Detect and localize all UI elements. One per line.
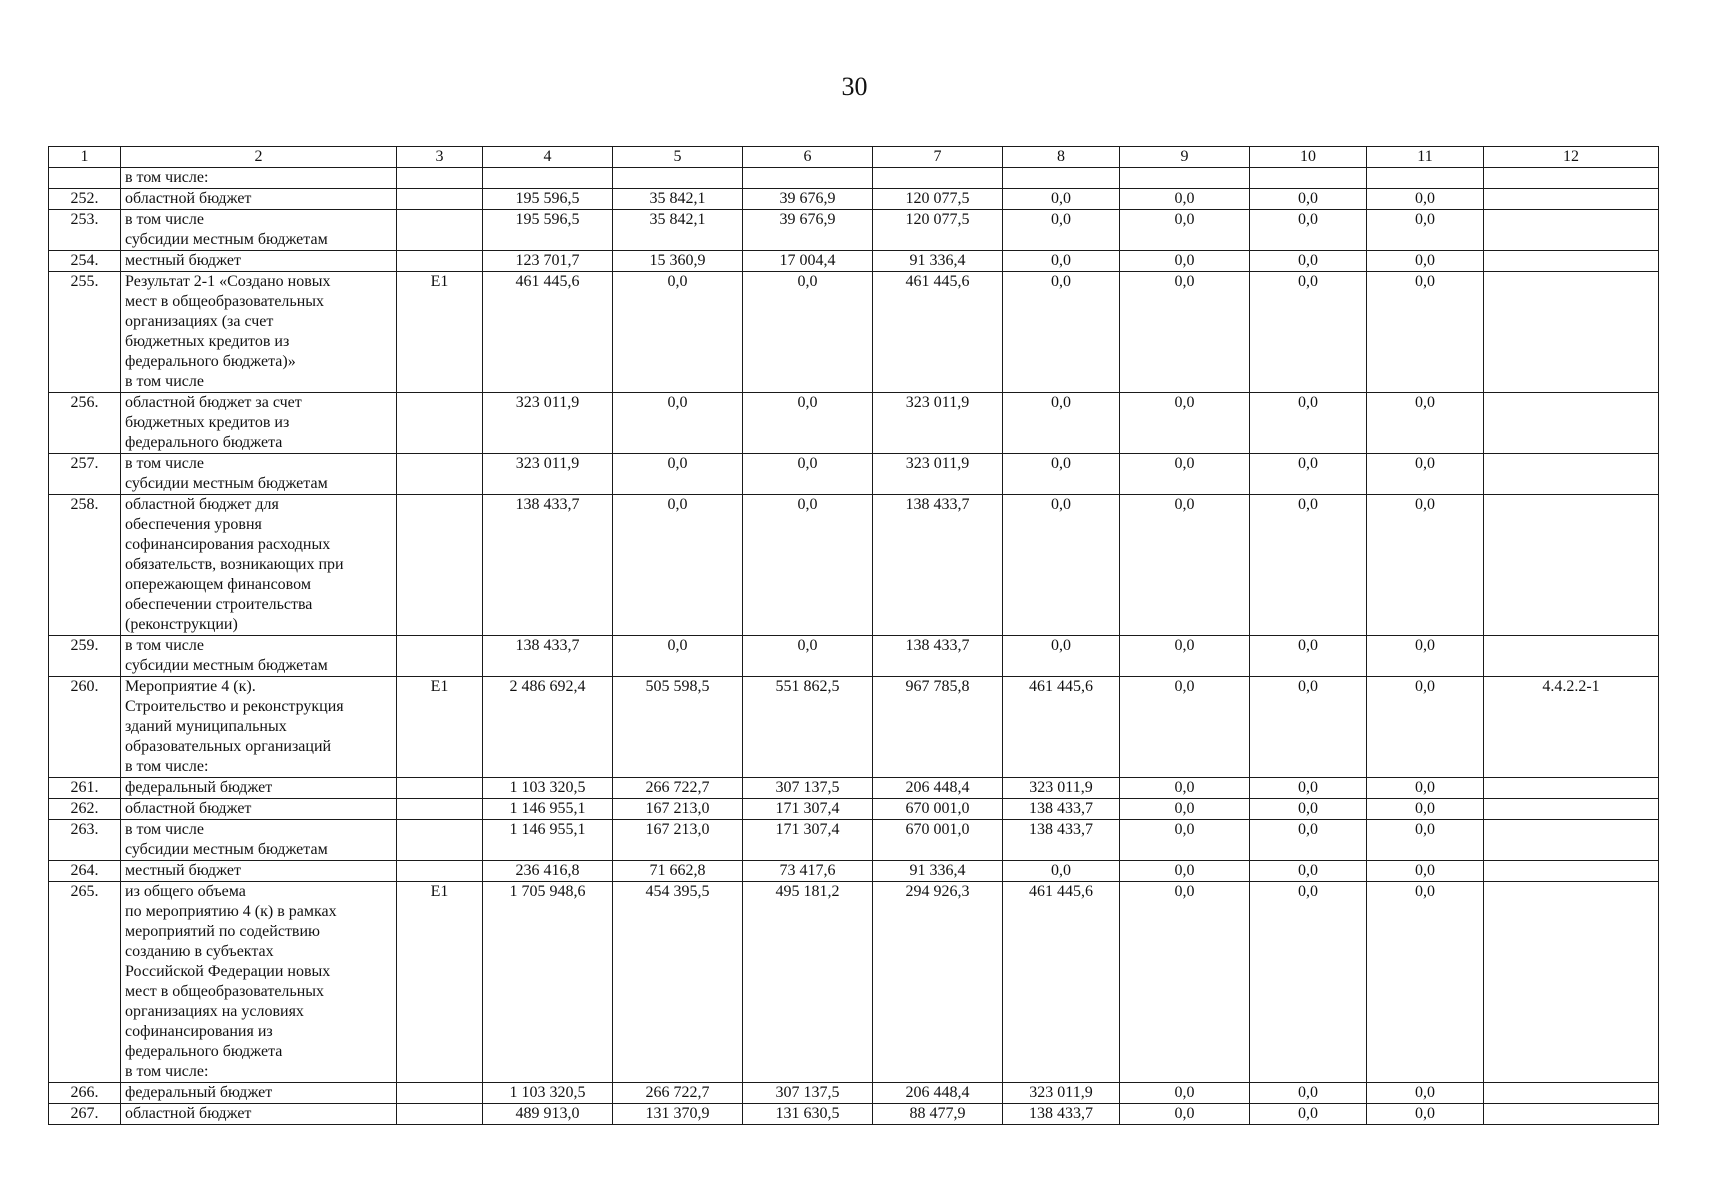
note-cell [1484,778,1659,799]
column-header: 9 [1120,147,1250,168]
table-row [49,799,1659,820]
value-cell: 0,0 [743,393,873,454]
value-cell: 2 486 692,4 [483,677,613,778]
code-cell [397,168,483,189]
value-cell: 0,0 [1120,272,1250,393]
value-cell: 454 395,5 [613,882,743,1083]
row-number-cell: 265. [49,882,121,1083]
value-cell: 505 598,5 [613,677,743,778]
value-cell: 323 011,9 [483,454,613,495]
description-cell: в том числе субсидии местным бюджетам [121,636,397,677]
value-cell: 73 417,6 [743,861,873,882]
budget-table [48,146,1659,1125]
value-cell: 0,0 [1367,820,1484,861]
value-cell: 0,0 [1250,393,1367,454]
value-cell: 0,0 [743,636,873,677]
table-body [49,168,1659,1125]
value-cell: 0,0 [1367,799,1484,820]
value-cell: 167 213,0 [613,799,743,820]
code-cell [397,210,483,251]
note-cell [1484,393,1659,454]
value-cell: 0,0 [1120,820,1250,861]
value-cell: 307 137,5 [743,778,873,799]
row-number-cell: 254. [49,251,121,272]
value-cell: 0,0 [1120,1104,1250,1125]
value-cell: 307 137,5 [743,1083,873,1104]
note-cell [1484,861,1659,882]
value-cell: 0,0 [613,454,743,495]
value-cell: 495 181,2 [743,882,873,1083]
code-cell [397,189,483,210]
note-cell: 4.4.2.2-1 [1484,677,1659,778]
value-cell: 0,0 [1003,210,1120,251]
value-cell: 0,0 [1250,861,1367,882]
value-cell: 0,0 [613,495,743,636]
note-cell [1484,1083,1659,1104]
value-cell: 461 445,6 [483,272,613,393]
value-cell: 138 433,7 [1003,799,1120,820]
table-row [49,251,1659,272]
value-cell: 294 926,3 [873,882,1003,1083]
value-cell: 0,0 [1120,861,1250,882]
value-cell: 0,0 [1120,882,1250,1083]
table-row [49,495,1659,636]
note-cell [1484,168,1659,189]
table-row [49,820,1659,861]
column-header: 10 [1250,147,1367,168]
value-cell: 0,0 [1250,272,1367,393]
value-cell: 0,0 [613,272,743,393]
value-cell: 0,0 [1250,778,1367,799]
value-cell: 0,0 [1367,272,1484,393]
row-number-cell: 252. [49,189,121,210]
value-cell: 0,0 [1367,189,1484,210]
column-header: 3 [397,147,483,168]
value-cell: 0,0 [1250,882,1367,1083]
value-cell: 0,0 [1250,636,1367,677]
header-row [49,147,1659,168]
value-cell: 91 336,4 [873,861,1003,882]
row-number-cell: 257. [49,454,121,495]
value-cell: 0,0 [1367,1104,1484,1125]
value-cell: 0,0 [1003,251,1120,272]
value-cell: 461 445,6 [873,272,1003,393]
value-cell: 670 001,0 [873,799,1003,820]
column-header: 12 [1484,147,1659,168]
table-row [49,168,1659,189]
table-row [49,778,1659,799]
value-cell: 171 307,4 [743,799,873,820]
value-cell: 138 433,7 [1003,820,1120,861]
note-cell [1484,189,1659,210]
value-cell: 0,0 [1003,272,1120,393]
value-cell: 138 433,7 [483,636,613,677]
value-cell: 0,0 [1250,1083,1367,1104]
value-cell [1120,168,1250,189]
value-cell: 0,0 [1367,454,1484,495]
row-number-cell: 267. [49,1104,121,1125]
column-header: 11 [1367,147,1484,168]
description-cell: Результат 2-1 «Создано новых мест в общеобразовательных организациях (за счет бюджетных кредитов из федерального бюджета)» в том числе [121,272,397,393]
value-cell: 0,0 [613,393,743,454]
table-row [49,1104,1659,1125]
code-cell [397,495,483,636]
value-cell: 0,0 [1367,393,1484,454]
column-header: 7 [873,147,1003,168]
code-cell [397,799,483,820]
value-cell: 489 913,0 [483,1104,613,1125]
value-cell: 0,0 [1120,495,1250,636]
value-cell: 323 011,9 [873,454,1003,495]
value-cell: 0,0 [1250,210,1367,251]
note-cell [1484,882,1659,1083]
value-cell: 0,0 [1120,799,1250,820]
value-cell: 0,0 [613,636,743,677]
value-cell: 138 433,7 [1003,1104,1120,1125]
value-cell: 123 701,7 [483,251,613,272]
value-cell: 138 433,7 [873,636,1003,677]
value-cell [483,168,613,189]
code-cell [397,454,483,495]
value-cell: 17 004,4 [743,251,873,272]
description-cell: из общего объема по мероприятию 4 (к) в рамках мероприятий по содействию созданию в субъектах Российской Федерации новых мест в общеобразовательных организациях на условиях софинансирования из федерального бюджета в том числе: [121,882,397,1083]
code-cell: E1 [397,677,483,778]
value-cell: 0,0 [1367,495,1484,636]
value-cell: 0,0 [1120,210,1250,251]
description-cell: в том числе: [121,168,397,189]
note-cell [1484,1104,1659,1125]
note-cell [1484,820,1659,861]
table-row [49,272,1659,393]
value-cell: 0,0 [743,272,873,393]
value-cell [873,168,1003,189]
description-cell: областной бюджет [121,799,397,820]
value-cell: 323 011,9 [873,393,1003,454]
code-cell [397,393,483,454]
description-cell: Мероприятие 4 (к). Строительство и реконструкция зданий муниципальных образовательных организаций в том числе: [121,677,397,778]
row-number-cell: 255. [49,272,121,393]
code-cell [397,861,483,882]
value-cell: 0,0 [1250,251,1367,272]
value-cell: 15 360,9 [613,251,743,272]
value-cell: 0,0 [1120,251,1250,272]
value-cell: 266 722,7 [613,1083,743,1104]
value-cell: 206 448,4 [873,1083,1003,1104]
code-cell [397,1104,483,1125]
value-cell: 323 011,9 [483,393,613,454]
value-cell: 1 705 948,6 [483,882,613,1083]
row-number-cell: 266. [49,1083,121,1104]
note-cell [1484,454,1659,495]
page-number: 30 [841,72,868,101]
value-cell: 0,0 [1367,778,1484,799]
value-cell: 71 662,8 [613,861,743,882]
description-cell: областной бюджет за счет бюджетных кредитов из федерального бюджета [121,393,397,454]
description-cell: областной бюджет [121,1104,397,1125]
value-cell: 35 842,1 [613,189,743,210]
value-cell: 0,0 [1367,677,1484,778]
value-cell: 0,0 [1367,882,1484,1083]
row-number-cell: 260. [49,677,121,778]
description-cell: федеральный бюджет [121,778,397,799]
value-cell: 131 370,9 [613,1104,743,1125]
table-row [49,189,1659,210]
value-cell: 138 433,7 [483,495,613,636]
column-header: 2 [121,147,397,168]
value-cell: 551 862,5 [743,677,873,778]
row-number-cell: 264. [49,861,121,882]
value-cell: 323 011,9 [1003,778,1120,799]
value-cell: 0,0 [1003,495,1120,636]
value-cell: 39 676,9 [743,210,873,251]
value-cell: 0,0 [1003,454,1120,495]
value-cell: 0,0 [1250,820,1367,861]
value-cell: 1 103 320,5 [483,1083,613,1104]
value-cell: 88 477,9 [873,1104,1003,1125]
value-cell: 0,0 [1367,861,1484,882]
value-cell [743,168,873,189]
value-cell: 0,0 [1003,636,1120,677]
note-cell [1484,210,1659,251]
value-cell: 120 077,5 [873,210,1003,251]
value-cell: 0,0 [1120,393,1250,454]
value-cell: 1 146 955,1 [483,820,613,861]
column-header: 6 [743,147,873,168]
row-number-cell: 259. [49,636,121,677]
value-cell: 195 596,5 [483,210,613,251]
value-cell: 0,0 [743,495,873,636]
description-cell: местный бюджет [121,251,397,272]
column-header: 5 [613,147,743,168]
row-number-cell: 256. [49,393,121,454]
column-header: 4 [483,147,613,168]
row-number-cell: 262. [49,799,121,820]
value-cell: 0,0 [1120,677,1250,778]
value-cell: 138 433,7 [873,495,1003,636]
value-cell: 120 077,5 [873,189,1003,210]
row-number-cell [49,168,121,189]
value-cell: 0,0 [1367,1083,1484,1104]
value-cell [1250,168,1367,189]
code-cell [397,778,483,799]
value-cell: 0,0 [1250,454,1367,495]
value-cell: 0,0 [1250,495,1367,636]
description-cell: в том числе субсидии местным бюджетам [121,210,397,251]
value-cell: 0,0 [1120,778,1250,799]
value-cell: 0,0 [1250,677,1367,778]
code-cell [397,251,483,272]
value-cell: 0,0 [1120,454,1250,495]
description-cell: в том числе субсидии местным бюджетам [121,820,397,861]
value-cell: 39 676,9 [743,189,873,210]
note-cell [1484,495,1659,636]
value-cell: 0,0 [1367,251,1484,272]
note-cell [1484,636,1659,677]
value-cell: 670 001,0 [873,820,1003,861]
column-header: 1 [49,147,121,168]
value-cell: 0,0 [743,454,873,495]
value-cell: 461 445,6 [1003,882,1120,1083]
table-row [49,636,1659,677]
code-cell [397,820,483,861]
table-row [49,210,1659,251]
row-number-cell: 261. [49,778,121,799]
value-cell: 1 146 955,1 [483,799,613,820]
value-cell: 0,0 [1120,636,1250,677]
value-cell: 0,0 [1003,189,1120,210]
value-cell: 35 842,1 [613,210,743,251]
description-cell: областной бюджет [121,189,397,210]
value-cell: 91 336,4 [873,251,1003,272]
description-cell: федеральный бюджет [121,1083,397,1104]
table-row [49,861,1659,882]
value-cell: 0,0 [1367,210,1484,251]
note-cell [1484,799,1659,820]
table-row [49,882,1659,1083]
row-number-cell: 263. [49,820,121,861]
value-cell: 0,0 [1367,636,1484,677]
code-cell: E1 [397,272,483,393]
value-cell: 167 213,0 [613,820,743,861]
description-cell: местный бюджет [121,861,397,882]
description-cell: в том числе субсидии местным бюджетам [121,454,397,495]
table-row [49,1083,1659,1104]
table-row [49,393,1659,454]
column-header: 8 [1003,147,1120,168]
value-cell: 0,0 [1250,189,1367,210]
value-cell: 0,0 [1250,1104,1367,1125]
value-cell: 131 630,5 [743,1104,873,1125]
value-cell: 0,0 [1120,189,1250,210]
value-cell: 323 011,9 [1003,1083,1120,1104]
code-cell [397,1083,483,1104]
value-cell: 1 103 320,5 [483,778,613,799]
value-cell [613,168,743,189]
value-cell: 0,0 [1003,861,1120,882]
code-cell [397,636,483,677]
value-cell [1367,168,1484,189]
row-number-cell: 258. [49,495,121,636]
table-row [49,454,1659,495]
value-cell: 236 416,8 [483,861,613,882]
description-cell: областной бюджет для обеспечения уровня софинансирования расходных обязательств, возникающих при опережающем финансовом обеспечении строительства (реконструкции) [121,495,397,636]
value-cell: 266 722,7 [613,778,743,799]
value-cell: 206 448,4 [873,778,1003,799]
value-cell: 195 596,5 [483,189,613,210]
value-cell: 0,0 [1003,393,1120,454]
note-cell [1484,251,1659,272]
note-cell [1484,272,1659,393]
value-cell: 0,0 [1250,799,1367,820]
value-cell: 967 785,8 [873,677,1003,778]
row-number-cell: 253. [49,210,121,251]
value-cell [1003,168,1120,189]
code-cell: E1 [397,882,483,1083]
table-row [49,677,1659,778]
value-cell: 0,0 [1120,1083,1250,1104]
value-cell: 171 307,4 [743,820,873,861]
value-cell: 461 445,6 [1003,677,1120,778]
